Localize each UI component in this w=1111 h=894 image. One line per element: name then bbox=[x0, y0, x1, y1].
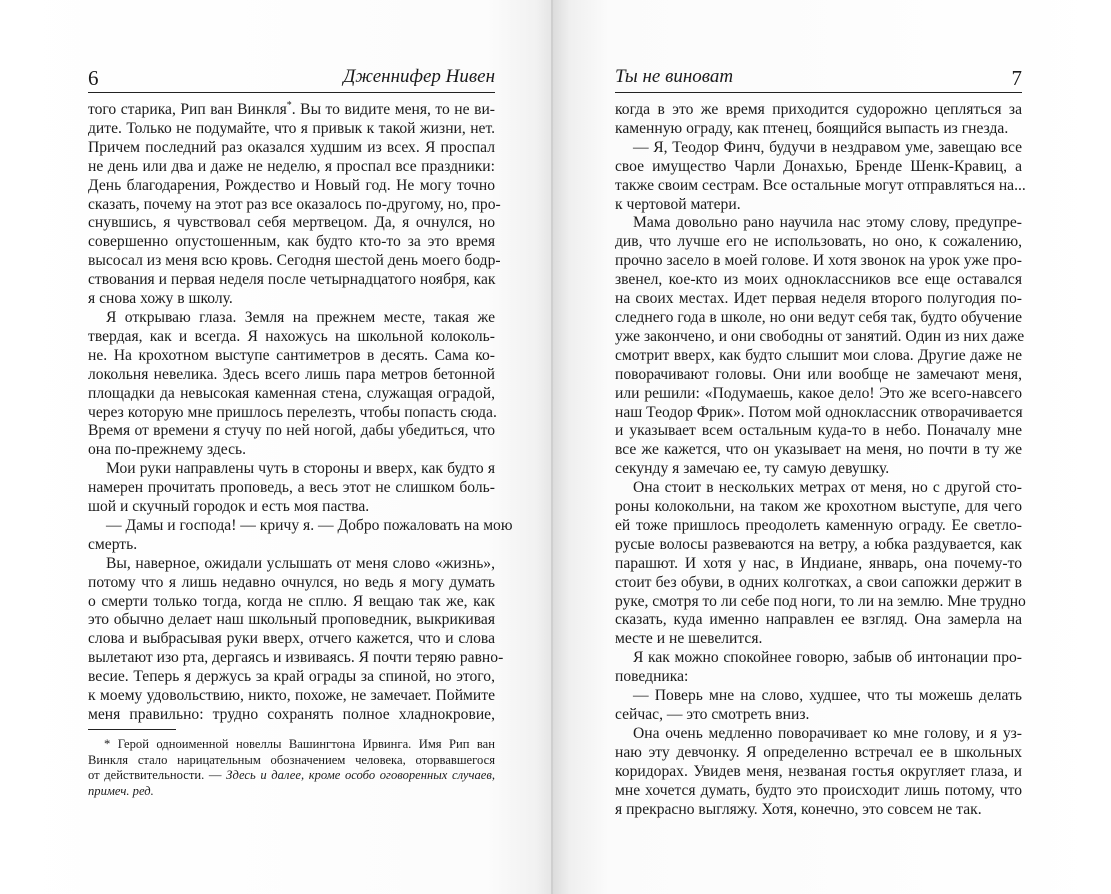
right-running-head: Ты не виноват bbox=[615, 66, 734, 87]
text-line: локольня невелика. Здесь всего лишь пара метров бетонной bbox=[88, 365, 495, 383]
text-line: когда в это же время приходится судорожно цепляться за bbox=[615, 101, 1022, 118]
text-line: стоит без обуви, в одних колготках, а свои сапожки держит в bbox=[615, 573, 1022, 591]
footnote-line: * Герой одноименной новеллы Вашингтона Ирвинга. Имя Рип ван bbox=[104, 737, 495, 751]
left-page bbox=[0, 0, 553, 894]
text-line: шой и скучный городок и есть моя паства. bbox=[88, 498, 370, 516]
text-line: Она стоит в нескольких метрах от меня, но с другой сто- bbox=[633, 479, 1022, 497]
text-line: Мои руки направлены чуть в стороны и вверх, как будто я bbox=[106, 460, 495, 478]
footnote-rule bbox=[88, 729, 176, 730]
text-line: снувшись, я чувствовал себя мертвецом. Да, я очнулся, но bbox=[88, 214, 495, 232]
text-line: также своим сестрам. Все остальные могут отправляться на... bbox=[615, 176, 1026, 194]
text-line: Время от времени я стучу по ней ногой, дабы убедиться, что bbox=[88, 422, 495, 440]
text-line: Причем последний раз оказался худшим из всех. Я проспал bbox=[88, 138, 495, 156]
text-line: высосал из меня всю кровь. Сегодня шестой день моего бодр- bbox=[88, 252, 501, 270]
text-line: — Я, Теодор Финч, будучи в нездравом уме, завещаю все bbox=[633, 138, 1022, 156]
text-line: наю эту девчонку. Я определенно встречал ее в школьных bbox=[615, 743, 1022, 761]
text-line: или решили: «Подумаешь, какое дело! Это же всего-навсего bbox=[615, 384, 1022, 402]
text-line: коридорах. Увидев меня, незваная гостья округляет глаза, и bbox=[615, 762, 1022, 780]
text-line: сейчас, — это смотреть вниз. bbox=[615, 706, 810, 723]
right-body-text bbox=[615, 101, 1026, 819]
text-line: смерть. bbox=[88, 535, 138, 553]
text-line: вылетают изо рта, дергаясь и извиваясь. Я почти теряю равно- bbox=[88, 649, 504, 667]
footnote-line: Винкля стало нарицательным обозначением человека, оторвавшегося bbox=[88, 752, 495, 767]
text-line: все же кажется, что он указывает на меня, но почти в ту же bbox=[615, 441, 1022, 459]
text-line: сказать, почему на этот раз все оказалось по-другому, но, про- bbox=[88, 195, 501, 213]
text-line: потому что я лишь недавно очнулся, но ведь я могу думать bbox=[88, 573, 495, 591]
text-line: секунду я замечаю ее, ту самую девушку. bbox=[615, 460, 890, 478]
text-line: ей тоже пришлось преодолеть каменную ограду. Ее светло- bbox=[615, 516, 1022, 534]
right-running-header bbox=[615, 66, 1022, 93]
text-line: звенел, кое-кто из моих одноклассников все еще оставался bbox=[615, 271, 1022, 289]
text-line: площадки да невысокая каменная стена, служащая оградой, bbox=[88, 384, 495, 402]
text-line: весие. Теперь я держусь за край ограды за спиной, но этого, bbox=[88, 668, 495, 686]
footnote-text: от действительности. — bbox=[88, 768, 227, 783]
text-line: следнего года в школе, но они ведут себя так, будто обучение bbox=[615, 308, 1023, 326]
text-line: намерен прочитать проповедь, а весь этот не слишком боль- bbox=[88, 479, 495, 497]
text-line: к моему удовольствию, никто, похоже, не замечает. Поймите bbox=[88, 687, 495, 705]
text-line: сказать, куда именно направлен ее взгляд. Она замерла на bbox=[615, 611, 1022, 629]
footnote-line bbox=[88, 768, 495, 784]
footnote-italic-text: примеч. ред. bbox=[88, 783, 154, 798]
text-line: поворачивают головы. Они или вообще не замечают меня, bbox=[615, 365, 1022, 383]
text-line: не день или два и даже не неделю, я проспал все праздники: bbox=[88, 157, 495, 175]
text-line: Она очень медленно поворачивает ко мне голову, и я уз- bbox=[633, 724, 1022, 742]
text-line: День благодарения, Рождество и Новый год. Не могу точно bbox=[88, 176, 495, 194]
right-page bbox=[553, 0, 1111, 894]
footnote-italic-text: Здесь и далее, кроме особо оговоренных случаев, bbox=[226, 768, 495, 783]
text-line: не. На крохотном выступе сантиметров в десять. Сама ко- bbox=[88, 346, 495, 364]
text-line: дите. Только не подумайте, что я привык к такой жизни, нет. bbox=[88, 119, 495, 137]
footnote bbox=[88, 737, 495, 799]
left-page-number: 6 bbox=[88, 66, 99, 90]
footnote-line bbox=[88, 784, 495, 800]
text-line: прочно засело в моей голове. И хотя звонок на урок уже про- bbox=[615, 252, 1022, 270]
text-line: меня правильно: трудно сохранять полное хладнокровие, bbox=[88, 706, 495, 723]
text-line: она по-прежнему здесь. bbox=[88, 441, 247, 459]
text-line: — Поверь мне на слово, худшее, что ты можешь делать bbox=[633, 687, 1022, 705]
text-line: русые волосы развеваются на ветру, а юбка раздувается, как bbox=[615, 535, 1022, 553]
text-line: уже закончено, и они свободны от занятий. Один из них даже bbox=[615, 327, 1025, 345]
text-line: руке, смотря то ли себе под ноги, то ли на землю. Мне трудно bbox=[615, 592, 1026, 610]
left-running-head: Дженнифер Нивен bbox=[343, 66, 495, 87]
text-line: это обычно делает наш школьный проповедник, выкрикивая bbox=[88, 611, 495, 629]
text-line: свое имущество Чарли Донахью, Бренде Шенк-Кравиц, а bbox=[615, 157, 1022, 175]
text-fragment: того старика, Рип ван Винкля bbox=[88, 101, 287, 118]
text-line: Вы, наверное, ожидали услышать от меня слово «жизнь», bbox=[106, 554, 495, 572]
text-line: твердая, как и всегда. Я нахожусь на школьной колоколь- bbox=[88, 327, 495, 345]
text-line: див, что лучше его не использовать, но оно, к сожалению, bbox=[615, 233, 1022, 251]
left-running-header bbox=[88, 66, 495, 93]
text-line: мне хочется думать, будто это происходит лишь потому, что bbox=[615, 781, 1022, 799]
text-line: — Дамы и господа! — кричу я. — Добро пожаловать на мою bbox=[106, 516, 513, 534]
text-line: Я как можно спокойнее говорю, забыв об интонации про- bbox=[633, 649, 1022, 667]
text-line: к чертовой матери. bbox=[615, 195, 741, 213]
text-line: Я открываю глаза. Земля на прежнем месте, такая же bbox=[106, 308, 495, 326]
text-line: каменную ограду, как птенец, боящийся выпасть из гнезда. bbox=[615, 119, 1009, 137]
footnote-marker: * bbox=[286, 99, 292, 111]
text-line: поведника: bbox=[615, 668, 689, 686]
text-line: я прекрасно выгляжу. Хотя, конечно, это совсем не так. bbox=[615, 800, 982, 818]
left-body-text bbox=[88, 99, 513, 725]
text-line: на своих местах. Идет первая неделя второго полугодия по- bbox=[615, 290, 1022, 308]
text-line: роны колокольни, на таком же крохотном выступе, для чего bbox=[615, 498, 1022, 516]
text-line bbox=[88, 101, 495, 120]
text-line: совершенно опустошенным, как будто кто-то за это время bbox=[88, 233, 495, 251]
text-line: слова и выбрасывая руки вверх, отчего кажется, что и слова bbox=[88, 630, 495, 648]
text-line: через которую мне пришлось перелезть, чтобы попасть сюда. bbox=[88, 403, 497, 421]
text-line: наш Теодор Фрик». Потом мой одноклассник отворачивается bbox=[615, 403, 1023, 421]
text-line: Мама довольно рано научила нас этому слову, предупре- bbox=[633, 214, 1022, 232]
right-page-number: 7 bbox=[1011, 66, 1022, 90]
text-line: я снова хожу в школу. bbox=[88, 290, 233, 308]
text-line: и указывает всем остальным куда-то в небо. Поначалу мне bbox=[615, 422, 1022, 440]
text-line: смотрит вверх, как будто слышит мои слова. Другие даже не bbox=[615, 346, 1022, 364]
text-fragment: . Вы то видите меня, то не ви- bbox=[291, 101, 495, 118]
text-line: о смерти только тогда, когда не сплю. Я вещаю так же, как bbox=[88, 592, 495, 610]
text-line: парашют. И хотя у нас, в Индиане, январь, она почему-то bbox=[615, 554, 1022, 572]
text-line: ствования и первая неделя после четырнадцатого ноября, как bbox=[88, 271, 496, 289]
text-line: месте и не шевелится. bbox=[615, 630, 763, 648]
